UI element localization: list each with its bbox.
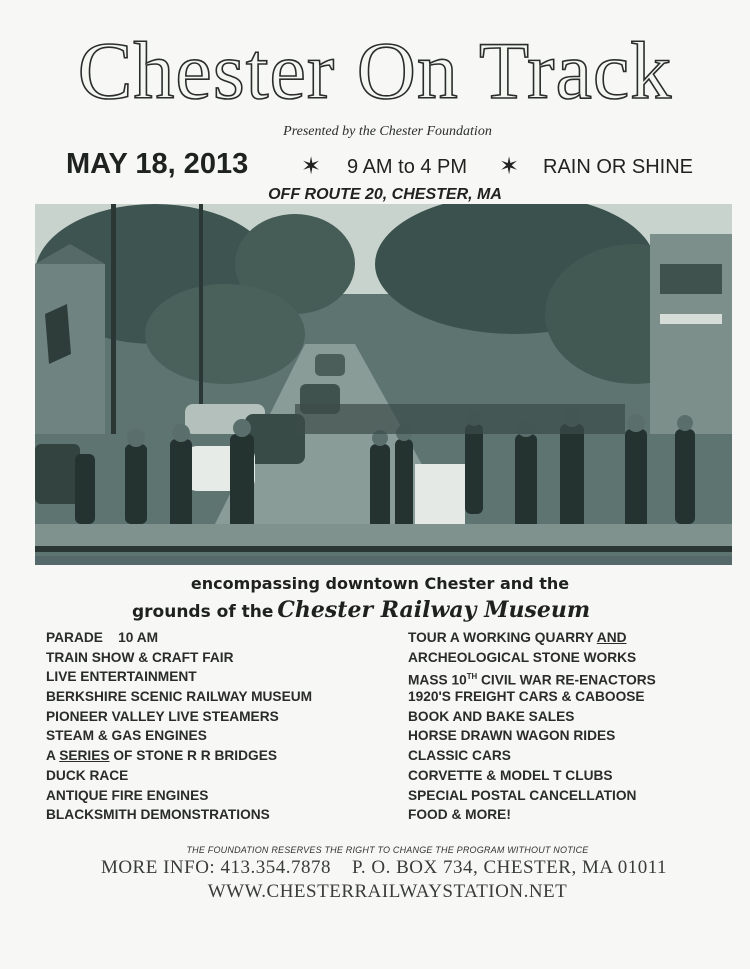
activity-item: BLACKSMITH DEMONSTRATIONS: [46, 806, 270, 823]
activities-left-list: [46, 628, 317, 825]
website: WWW.CHESTERRAILWAYSTATION.NET: [207, 881, 568, 902]
event-dateline: [0, 148, 750, 188]
activity-item: BERKSHIRE SCENIC RAILWAY MUSEUM: [46, 688, 313, 705]
event-location: OFF ROUTE 20, CHESTER, MA: [268, 186, 502, 203]
activity-item: CLASSIC CARS: [408, 747, 511, 764]
star-separator-icon: ✶: [301, 153, 322, 180]
underlined-text: SERIES: [59, 747, 110, 764]
more-info: MORE INFO: 413.354.7878 P. O. BOX 734, CHESTER, MA 01011: [100, 857, 668, 878]
activity-item: DUCK RACE: [46, 766, 129, 783]
activity-item: A SERIES OF STONE R R BRIDGES: [46, 747, 278, 764]
museum-name: Chester Railway Museum: [277, 597, 591, 623]
event-weather: RAIN OR SHINE: [543, 156, 694, 178]
poster-title: Chester On Track: [77, 25, 673, 116]
activity-item: CORVETTE & MODEL T CLUBS: [408, 766, 613, 783]
event-time: 9 AM to 4 PM: [347, 156, 468, 178]
subtitle-line-2: [132, 597, 590, 623]
activity-item: MASS 10TH CIVIL WAR RE-ENACTORS: [408, 672, 656, 689]
activity-item: TRAIN SHOW & CRAFT FAIR: [46, 648, 234, 665]
subtitle-prefix: grounds of the: [132, 602, 274, 622]
activity-item: TOUR A WORKING QUARRY AND: [408, 629, 627, 645]
street-crowd-photo: [35, 204, 732, 565]
activity-item: BOOK AND BAKE SALES: [408, 707, 575, 724]
activity-item: ARCHEOLOGICAL STONE WORKS: [408, 648, 637, 665]
activity-item: LIVE ENTERTAINMENT: [46, 668, 197, 685]
star-separator-icon: ✶: [499, 153, 520, 180]
presented-by: Presented by the Chester Foundation: [283, 124, 492, 139]
activities-right-list: [408, 628, 661, 825]
disclaimer: THE FOUNDATION RESERVES THE RIGHT TO CHANGE THE PROGRAM WITHOUT NOTICE: [186, 845, 589, 855]
underlined-text: AND: [596, 629, 627, 645]
activity-item: HORSE DRAWN WAGON RIDES: [408, 727, 616, 744]
activity-item: PIONEER VALLEY LIVE STEAMERS: [46, 707, 279, 724]
event-date: MAY 18, 2013: [66, 148, 249, 180]
activity-item: ANTIQUE FIRE ENGINES: [46, 786, 209, 803]
activity-item: PARADE 10 AM: [46, 629, 159, 645]
activity-item: STEAM & GAS ENGINES: [46, 727, 207, 744]
activity-item: 1920'S FREIGHT CARS & CABOOSE: [408, 688, 645, 705]
superscript-text: TH: [466, 672, 478, 682]
subtitle-line-1: encompassing downtown Chester and the: [190, 574, 570, 593]
activity-item: FOOD & MORE!: [408, 806, 511, 823]
photo-illustration: [35, 204, 732, 565]
activity-item: SPECIAL POSTAL CANCELLATION: [408, 786, 637, 803]
